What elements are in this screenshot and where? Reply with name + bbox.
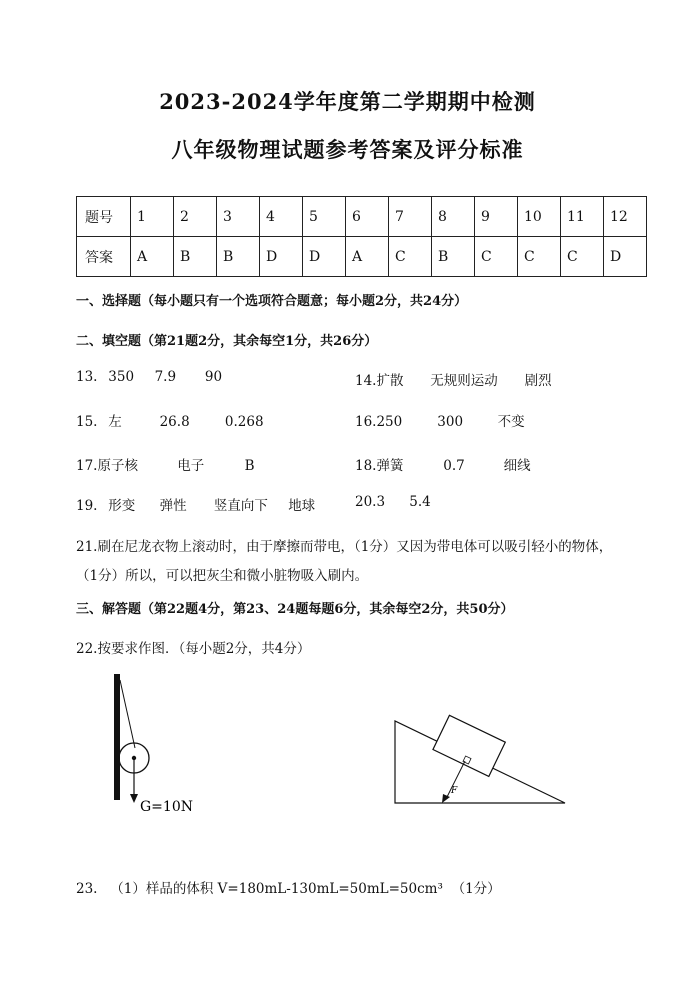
table-cell: 1 <box>131 197 174 237</box>
table-row-answers <box>77 237 647 277</box>
table-cell: C <box>389 237 432 277</box>
table-cell: 11 <box>561 197 604 237</box>
answer-blank: 5.4 <box>409 494 431 510</box>
page-subtitle: 八年级物理试题参考答案及评分标准 <box>171 137 524 162</box>
answer-15 <box>76 410 264 430</box>
answer-blank: 弹性 <box>159 498 187 514</box>
table-cell: 9 <box>475 197 518 237</box>
answer-blank: 竖直向下 <box>213 498 268 514</box>
answer-number: 19. <box>76 498 98 514</box>
question-number: 23. <box>76 881 98 897</box>
table-cell: 6 <box>346 197 389 237</box>
page-title: 2023-2024学年度第二学期期中检测 <box>159 89 536 114</box>
wall <box>114 674 120 800</box>
table-cell: 5 <box>303 197 346 237</box>
answer-blank: 90 <box>204 369 223 385</box>
answer-blank: 剧烈 <box>524 373 552 389</box>
arrow-head <box>130 794 138 803</box>
table-cell: A <box>346 237 389 277</box>
answer-21-line-1: 21.刷在尼龙衣物上滚动时，由于摩擦而带电，（1分）又因为带电体可以吸引轻小的物体， <box>76 539 613 555</box>
answer-blank: 14.扩散 <box>355 373 404 389</box>
force-arrow-head <box>442 794 450 803</box>
answer-blank: 无规则运动 <box>430 373 498 389</box>
answer-blank: 26.8 <box>159 414 190 430</box>
answer-blank: 17.原子核 <box>76 458 138 474</box>
table-row-numbers <box>77 197 647 237</box>
table-cell: 3 <box>217 197 260 237</box>
question-22: 22.按要求作图．（每小题2分，共4分） <box>76 641 311 657</box>
answer-blank: 0.7 <box>443 458 465 474</box>
answer-blank: 350 <box>108 369 135 385</box>
figure-block-on-incline <box>385 705 575 810</box>
table-cell: B <box>217 237 260 277</box>
answer-blank: 电子 <box>177 458 205 474</box>
block <box>433 715 505 776</box>
table-cell: C <box>518 237 561 277</box>
table-cell: A <box>131 237 174 277</box>
answer-blank: B <box>244 458 255 474</box>
answer-19 <box>76 494 315 514</box>
answer-text: （1）样品的体积 V=180mL-130mL=50mL=50cm³ <box>110 881 443 897</box>
table-cell: D <box>604 237 647 277</box>
answer-blank: 7.9 <box>154 369 177 385</box>
table-cell: 7 <box>389 197 432 237</box>
question-23 <box>76 877 501 897</box>
answer-13 <box>76 369 222 385</box>
answer-20 <box>355 494 431 510</box>
answer-14 <box>355 369 552 389</box>
table-cell: 12 <box>604 197 647 237</box>
answer-blank: 0.268 <box>224 414 264 430</box>
table-header-cell: 答案 <box>77 237 131 277</box>
section-heading-2: 二、填空题（第21题2分，其余每空1分，共26分） <box>76 334 378 349</box>
section-heading-1: 一、选择题（每小题只有一个选项符合题意；每小题2分，共24分） <box>76 294 468 309</box>
answer-number: 13. <box>76 369 98 385</box>
answer-17 <box>76 454 255 474</box>
answer-blank: 左 <box>108 414 122 430</box>
answer-16 <box>355 410 525 430</box>
figure-ball-on-wall <box>100 670 210 815</box>
score-note: （1分） <box>451 881 501 897</box>
answer-blank: 20.3 <box>355 494 386 510</box>
answer-blank: 不变 <box>497 414 525 430</box>
string <box>120 680 135 748</box>
force-label: F <box>451 786 458 796</box>
table-cell: 10 <box>518 197 561 237</box>
table-cell: C <box>475 237 518 277</box>
answer-blank: 300 <box>437 414 464 430</box>
gravity-label: G=10N <box>140 799 193 815</box>
answer-18 <box>355 454 531 474</box>
table-cell: 8 <box>432 197 475 237</box>
table-cell: 4 <box>260 197 303 237</box>
table-cell: D <box>303 237 346 277</box>
table-cell: 2 <box>174 197 217 237</box>
table-cell: B <box>432 237 475 277</box>
table-cell: B <box>174 237 217 277</box>
answer-number: 15. <box>76 414 98 430</box>
table-header-cell: 题号 <box>77 197 131 237</box>
section-heading-3: 三、解答题（第22题4分，第23、24题每题6分，其余每空2分，共50分） <box>76 602 514 617</box>
answer-table <box>76 196 647 277</box>
answer-21-line-2: （1分）所以，可以把灰尘和微小脏物吸入刷内。 <box>76 568 369 584</box>
table-cell: C <box>561 237 604 277</box>
answer-blank: 细线 <box>503 458 531 474</box>
answer-blank: 16.250 <box>355 414 403 430</box>
table-cell: D <box>260 237 303 277</box>
answer-blank: 地球 <box>288 498 316 514</box>
answer-blank: 形变 <box>108 498 136 514</box>
answer-blank: 18.弹簧 <box>355 458 404 474</box>
